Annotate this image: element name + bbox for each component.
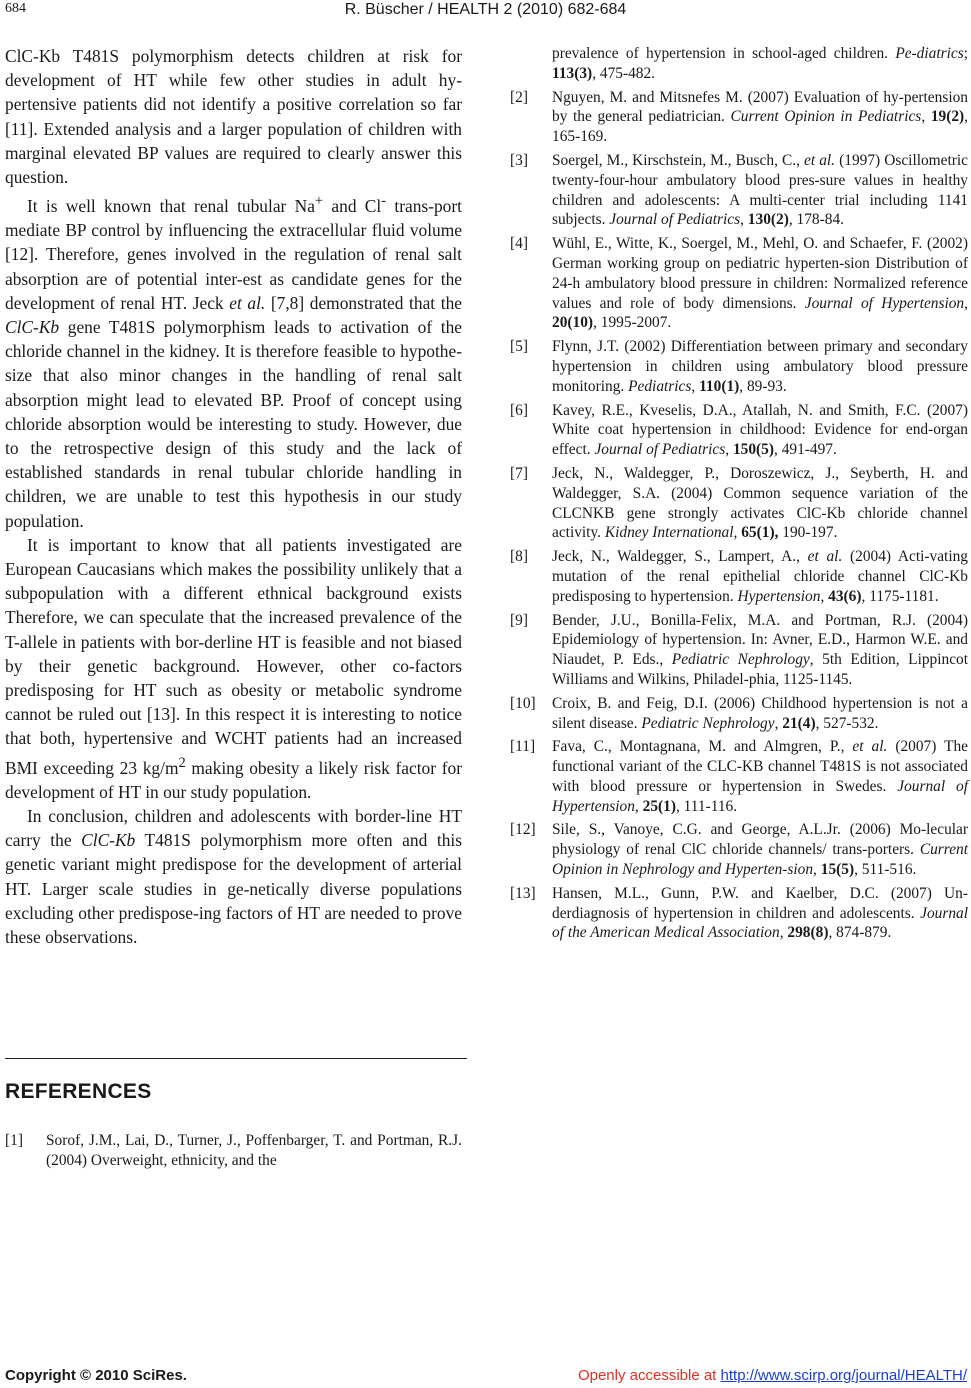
reference-number: [5]	[510, 338, 528, 356]
references-list-left	[5, 1131, 462, 1171]
page-number: 684	[5, 1, 26, 16]
reference-text: Flynn, J.T. (2002) Differentiation between primary and secondary hypertension in children using ambulatory blood pressure monitoring. Pediatrics, 110(1), 89-93.	[552, 338, 968, 395]
reference-item	[510, 401, 968, 460]
reference-item	[5, 1131, 462, 1171]
reference-item	[510, 464, 968, 543]
reference-text: Croix, B. and Feig, D.I. (2006) Childhood hypertension is not a silent disease. Pediatric Nephrology, 21(4), 527-532.	[552, 694, 968, 732]
reference-text: Sile, S., Vanoye, C.G. and George, A.L.Jr. (2006) Mo-lecular physiology of renal ClC chloride channels/ trans-porters. Current Opinion in Nephrology and Hyperten-sion, 15(5), 511-516.	[552, 821, 968, 879]
reference-number: [10]	[510, 694, 536, 712]
reference-number: [7]	[510, 464, 528, 482]
body-paragraph: ClC-Kb T481S polymorphism detects children at risk for development of HT while few other studies in adult hy-pertensive patients did not identify a positive correlation so far [11]. Extended analysis and a larger population of children with marginal elevated BP values are required to clearly answer this question.	[5, 46, 462, 188]
reference-item	[510, 820, 968, 879]
reference-number: [9]	[510, 611, 528, 629]
reference-number: [2]	[510, 88, 528, 106]
references-heading: REFERENCES	[5, 1080, 152, 1103]
reference-item	[510, 151, 968, 230]
reference-text: Jeck, N., Waldegger, P., Doroszewicz, J., Seyberth, H. and Waldegger, S.A. (2004) Common sequence variation of the CLCNKB gene strongly activates ClC-Kb chloride channel activity. Kidney International, 65(1), 190-197.	[552, 464, 968, 542]
reference-text: Soergel, M., Kirschstein, M., Busch, C., et al. (1997) Oscillometric twenty-four-hour ambulatory blood pres-sure values in healthy children and adolescents: A multi-center trial including 1141 subjects. Journal of Pediatrics, 130(2), 178-84.	[552, 151, 968, 229]
reference-item	[510, 737, 968, 816]
reference-number: [4]	[510, 235, 528, 253]
reference-text: Wühl, E., Witte, K., Soergel, M., Mehl, O. and Schaefer, F. (2002) German working group on pediatric hyperten-sion Distribution of 24-h ambulatory blood pressure in children: Normalized reference values and role of body dimensions. Journal of Hypertension, 20(10), 1995-2007.	[552, 235, 968, 332]
reference-item	[510, 88, 968, 147]
reference-continuation	[510, 44, 968, 84]
reference-item	[510, 694, 968, 734]
reference-number: [13]	[510, 884, 536, 902]
reference-text: Kavey, R.E., Kveselis, D.A., Atallah, N. and Smith, F.C. (2007) White coat hypertension in childhood: Evidence for end-organ effect. Journal of Pediatrics, 150(5), 491-497.	[552, 401, 968, 459]
reference-item	[510, 884, 968, 943]
reference-item	[510, 547, 968, 606]
reference-number: [8]	[510, 548, 528, 566]
reference-number: [3]	[510, 151, 528, 169]
reference-text: Sorof, J.M., Lai, D., Turner, J., Poffenbarger, T. and Portman, R.J. (2004) Overweight, ethnicity, and the	[46, 1132, 462, 1169]
references-list-right	[510, 44, 968, 947]
reference-item	[510, 234, 968, 333]
section-divider	[5, 1058, 467, 1059]
running-title: R. Büscher / HEALTH 2 (2010) 682-684	[344, 1, 627, 18]
reference-number: [1]	[5, 1132, 23, 1149]
footer-access-text: Openly accessible at	[577, 1367, 721, 1384]
body-paragraph: It is important to know that all patients investigated are European Caucasians which makes the possibility unlikely that a subpopulation with a different ethnical background exists Therefore, we can speculate that the increased prevalence of the T-allele in patients with bor-derline HT is feasible and not biased by their genetic background. However, other co-factors predisposing for HT such as obesity or metabolic syndrome cannot be ruled out [13]. In this respect it is interesting to notice that both, hypertensive and WCHT patients had an increased BMI exceeding 23 $kg/m^2$ making obesity a likely risk factor for development of HT in our study population.	[5, 534, 462, 802]
reference-text: prevalence of hypertension in school-aged children. Pe-diatrics; 113(3), 475-482.	[552, 45, 968, 82]
reference-text: Nguyen, M. and Mitsnefes M. (2007) Evaluation of hy-pertension by the general pediatrician. Current Opinion in Pediatrics, 19(2), 165-169.	[552, 88, 969, 146]
reference-text: Bender, J.U., Bonilla-Felix, M.A. and Portman, R.J. (2004) Epidemiology of hypertension. In: Avner, E.D., Harmon W.E. and Niaudet, P. Eds., Pediatric Nephrology, 5th Edition, Lippincot Williams and Wilkins, Philadel-phia, 1125-1145.	[552, 611, 969, 688]
body-paragraph: In conclusion, children and adolescents with border-line HT carry the ClC-Kb T481S polymorphism more often and this genetic variant might predispose for the development of arterial HT. Larger scale studies in ge-netically diverse populations excluding other predispose-ing factors of HT are needed to prove these observations.	[5, 805, 462, 947]
reference-text: Hansen, M.L., Gunn, P.W. and Kaelber, D.C. (2007) Un-derdiagnosis of hypertension in children and adolescents. Journal of the American Medical Association, 298(8), 874-879.	[552, 884, 968, 942]
reference-number: [6]	[510, 401, 528, 419]
reference-item	[510, 337, 968, 396]
reference-text: Fava, C., Montagnana, M. and Almgren, P., et al. (2007) The functional variant of the CLC-KB channel T481S is not associated with blood pressure or hypertension in Swedes. Journal of Hypertension, 25(1), 111-116.	[552, 738, 968, 815]
reference-number: [12]	[510, 821, 536, 839]
body-text-column	[5, 44, 462, 949]
reference-text: Jeck, N., Waldegger, S., Lampert, A., et al. (2004) Acti-vating mutation of the renal epithelial chloride channel ClC-Kb predisposing to hypertension. Hypertension, 43(6), 1175-1181.	[552, 548, 968, 605]
footer-copyright: Copyright © 2010 SciRes.	[5, 1367, 187, 1384]
journal-link[interactable]: http://www.scirp.org/journal/HEALTH/	[720, 1367, 967, 1384]
reference-item	[510, 611, 968, 690]
body-paragraph: It is well known that renal tubular Na+ and Cl- trans-port mediate BP control by influencing the extracellular fluid volume [12]. Therefore, genes involved in the regulation of renal salt absorption are of potential inter-est as candidate genes for the development of renal HT. Jeck et al. [7,8] demonstrated that the ClC-Kb gene T481S polymorphism leads to activation of the chloride channel in the kidney. It is therefore feasible to hypothe-size that also minor changes in the handling of renal salt absorption might lead to elevated BP. Proof of concept using chloride absorption would be interesting to study. However, due to the retrospective design of this study and the lack of established standards in renal tubular chloride handling in children, we are unable to test this hypothesis in our study population.	[5, 193, 462, 531]
footer-access	[578, 1367, 967, 1384]
reference-number: [11]	[510, 738, 536, 756]
